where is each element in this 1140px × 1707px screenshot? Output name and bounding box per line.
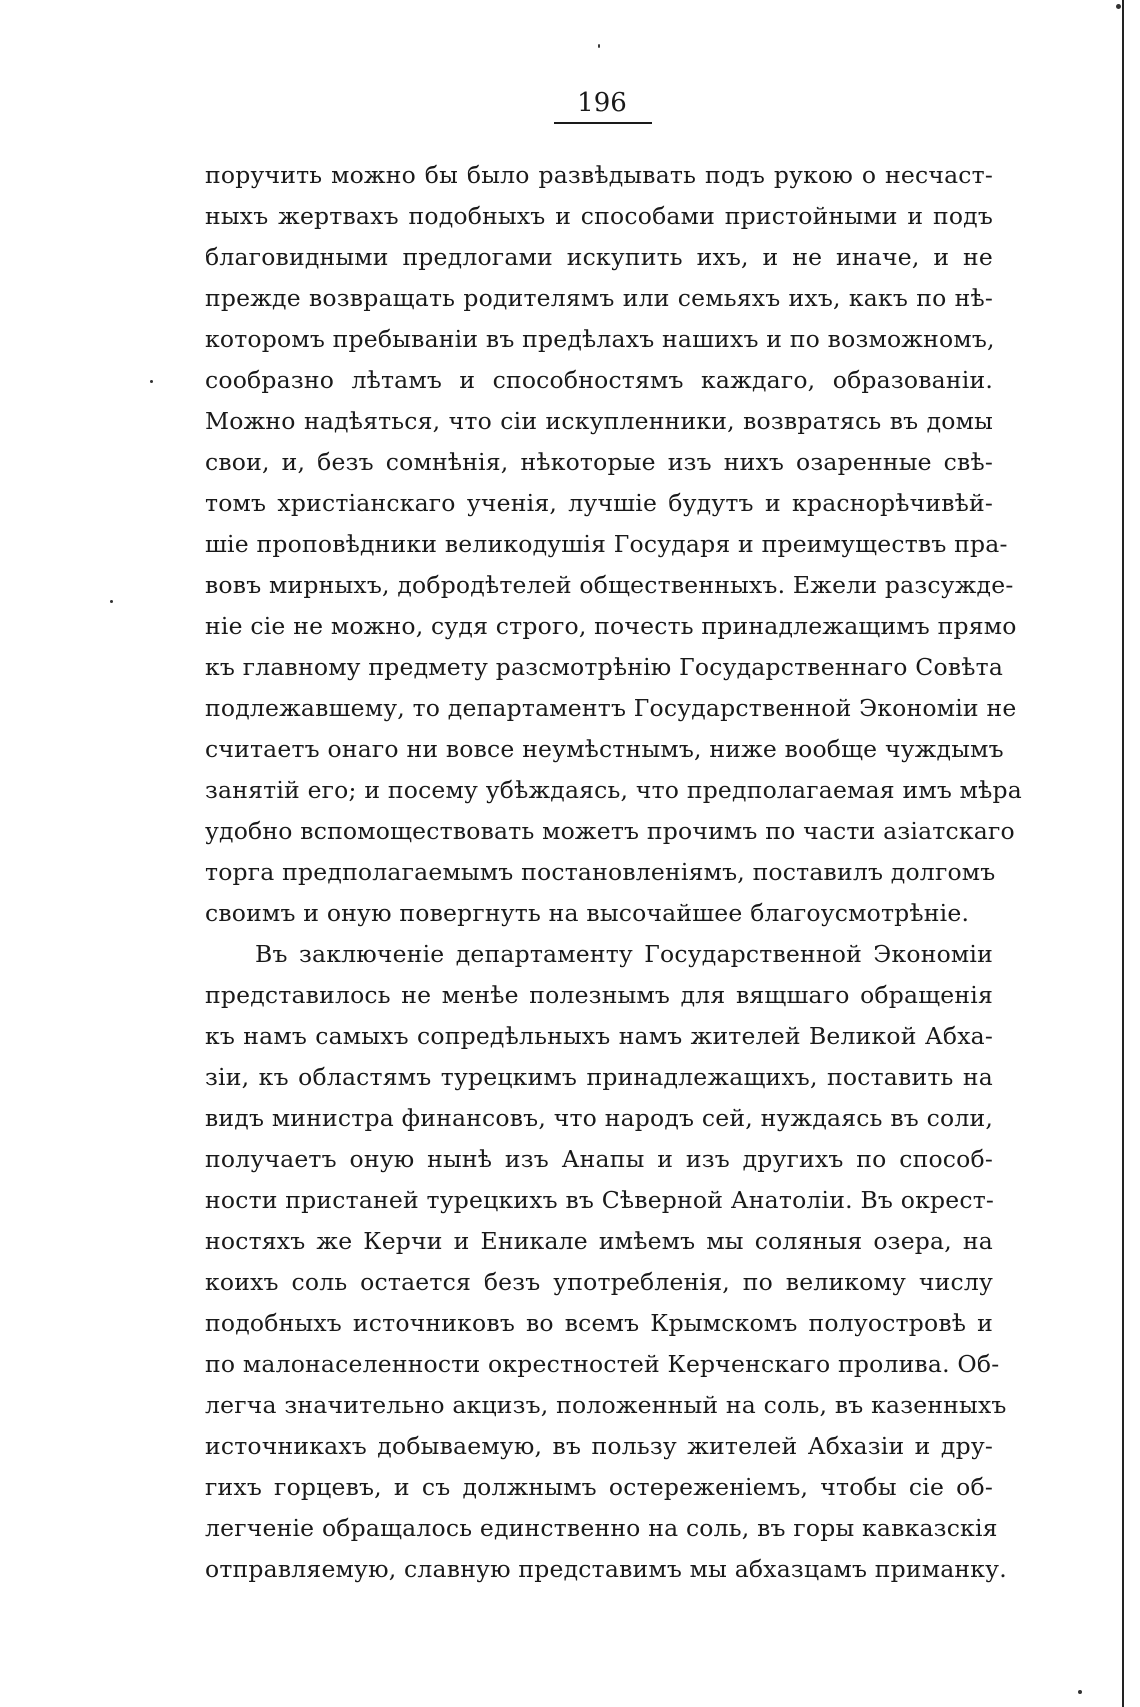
text-line: своимъ и оную повергнуть на высочайшее благоусмотрѣніе. (205, 899, 970, 927)
scan-speck (1116, 4, 1121, 9)
scan-speck (1078, 1690, 1082, 1694)
text-line: къ главному предмету разсмотрѣнію Государственнаго Совѣта (205, 653, 1004, 681)
text-line: поручить можно бы было развѣдывать подъ рукою о несчаст- (205, 161, 993, 189)
text-line: торга предполагаемымъ постановленіямъ, поставилъ долгомъ (205, 858, 996, 886)
text-line: Можно надѣяться, что сіи искупленники, возвратясь въ домы (205, 407, 993, 435)
text-line: занятій его; и посему убѣждаясь, что предполагаемая имъ мѣра (205, 776, 1022, 804)
text-line: видъ министра финансовъ, что народъ сей, нуждаясь въ соли, (205, 1104, 993, 1132)
text-line: томъ христіанскаго ученія, лучшіе будутъ и краснорѣчивѣй- (205, 489, 993, 517)
scan-edge (1122, 0, 1124, 1707)
text-line: къ намъ самыхъ сопредѣльныхъ намъ жителей Великой Абха- (205, 1022, 993, 1050)
text-line: по малонаселенности окрестностей Керченскаго пролива. Об- (205, 1350, 1000, 1378)
text-line: шіе проповѣдники великодушія Государя и преимуществъ пра- (205, 530, 1008, 558)
text-line: вовъ мирныхъ, добродѣтелей общественныхъ. Ежели разсужде- (205, 571, 1014, 599)
text-line: подобныхъ источниковъ во всемъ Крымскомъ полуостровѣ и (205, 1309, 993, 1337)
text-line: источникахъ добываемую, въ пользу жителей Абхазіи и дру- (205, 1432, 993, 1460)
page-number: 196 (577, 88, 627, 118)
text-line: ности пристаней турецкихъ въ Сѣверной Анатоліи. Въ окрест- (205, 1186, 995, 1214)
scan-speck (598, 44, 600, 48)
text-line: коихъ соль остается безъ употребленія, по великому числу (205, 1268, 993, 1296)
text-line: легченіе обращалось единственно на соль, въ горы кавказскія (205, 1514, 998, 1542)
text-line: благовидными предлогами искупить ихъ, и не иначе, и не (205, 243, 993, 271)
text-line: получаетъ оную нынѣ изъ Анапы и изъ другихъ по способ- (205, 1145, 993, 1173)
text-line: подлежавшему, то департаментъ Государственной Экономіи не (205, 694, 1017, 722)
text-line: ностяхъ же Керчи и Еникале имѣемъ мы соляныя озера, на (205, 1227, 993, 1255)
text-line: свои, и, безъ сомнѣнія, нѣкоторые изъ нихъ озаренные свѣ- (205, 448, 993, 476)
body-text (205, 155, 1022, 1590)
scan-speck (110, 600, 113, 603)
text-line: считаетъ онаго ни вовсе неумѣстнымъ, ниже вообще чуждымъ (205, 735, 1004, 763)
text-line: ніе сіе не можно, судя строго, почесть принадлежащимъ прямо (205, 612, 1017, 640)
text-line: отправляемую, славную представимъ мы абхазцамъ приманку. (205, 1555, 1007, 1583)
text-line: зіи, къ областямъ турецкимъ принадлежащихъ, поставить на (205, 1063, 993, 1091)
text-line: сообразно лѣтамъ и способностямъ каждаго, образованіи. (205, 366, 993, 394)
text-line: которомъ пребываніи въ предѣлахъ нашихъ и по возможномъ, (205, 325, 995, 353)
text-line: гихъ горцевъ, и съ должнымъ остереженіемъ, чтобы сіе об- (205, 1473, 993, 1501)
text-line: легча значительно акцизъ, положенный на соль, въ казенныхъ (205, 1391, 1007, 1419)
text-line: прежде возвращать родителямъ или семьяхъ ихъ, какъ по нѣ- (205, 284, 993, 312)
text-line: ныхъ жертвахъ подобныхъ и способами пристойными и подъ (205, 202, 993, 230)
scan-speck (150, 380, 153, 383)
text-line: представилось не менѣе полезнымъ для вящшаго обращенія (205, 981, 993, 1009)
text-line: Въ заключеніе департаменту Государственной Экономіи (255, 940, 993, 968)
text-line: удобно вспомоществовать можетъ прочимъ по части азіатскаго (205, 817, 1015, 845)
page-number-rule (554, 122, 652, 124)
